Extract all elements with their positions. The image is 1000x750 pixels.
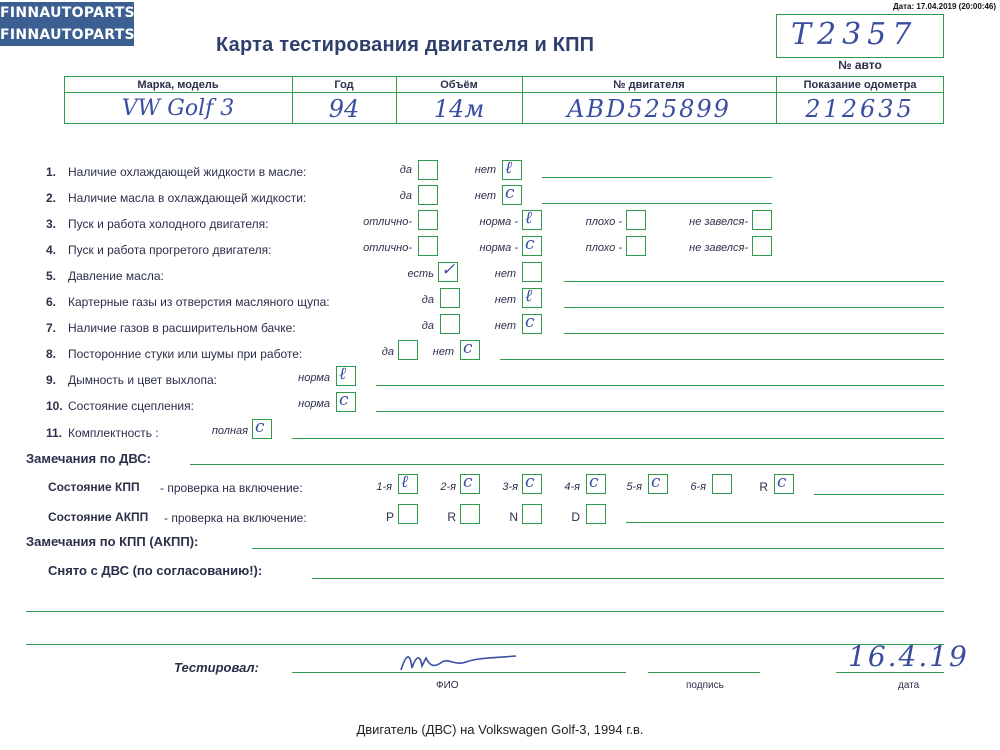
q11-text: Комплектность :: [68, 426, 159, 440]
q3-text: Пуск и работа холодного двигателя:: [68, 217, 269, 231]
col-volume: Объём: [440, 79, 478, 91]
q5-text: Давление масла:: [68, 269, 164, 283]
kpp-gear-r-label: R: [759, 480, 768, 494]
tested-by-label: Тестировал:: [174, 660, 259, 675]
kpp-gear5-checkbox[interactable]: [648, 474, 668, 494]
value-odometer: 212635: [805, 95, 915, 123]
q3-opt2-mark: ℓ: [525, 208, 533, 228]
q1-opt2-label: нет: [474, 164, 496, 176]
q3-opt1-label: отлично-: [363, 216, 412, 228]
kpp-remarks-label: Замечания по КПП (АКПП):: [26, 534, 199, 549]
q7-num: 7.: [46, 321, 57, 335]
q3-opt2-label: норма -: [479, 216, 518, 228]
q9-opt1-checkbox[interactable]: [336, 366, 356, 386]
date-label: дата: [898, 680, 920, 691]
akpp-gear-d-checkbox[interactable]: [586, 504, 606, 524]
akpp-gear-r-label: R: [447, 510, 456, 524]
q2-num: 2.: [46, 191, 57, 205]
kpp-gear5-label: 5-я: [626, 481, 642, 493]
q5-num: 5.: [46, 269, 57, 283]
q5-opt2-checkbox[interactable]: [522, 262, 542, 282]
q2-text: Наличие масла в охлаждающей жидкости:: [68, 191, 307, 205]
tester-signature-scribble: [396, 646, 526, 676]
akpp-gear-n-checkbox[interactable]: [522, 504, 542, 524]
datestamp: Дата: 17.04.2019 (20:00:46): [892, 2, 996, 11]
q3-opt4-label: не завелся-: [689, 216, 748, 228]
kpp-gear1-mark: ℓ: [401, 472, 409, 492]
q1-num: 1.: [46, 165, 57, 179]
q9-opt1-mark: ℓ: [339, 364, 347, 384]
tested-date-value: 16.4.19: [848, 640, 969, 673]
akpp-gear-n-label: N: [509, 510, 518, 524]
kpp-gear6-label: 6-я: [690, 481, 706, 493]
kpp-gear2-label: 2-я: [440, 481, 456, 493]
fio-label: ФИО: [436, 680, 459, 691]
q2-opt2-checkbox[interactable]: [502, 185, 522, 205]
q7-opt2-checkbox[interactable]: [522, 314, 542, 334]
q11-opt1-checkbox[interactable]: [252, 419, 272, 439]
q6-opt2-checkbox[interactable]: [522, 288, 542, 308]
q6-opt1-checkbox[interactable]: [440, 288, 460, 308]
q1-opt2-mark: ℓ: [505, 158, 513, 178]
engine-remarks-label: Замечания по ДВС:: [26, 451, 151, 466]
q5-opt1-mark: ✓: [441, 260, 456, 280]
q1-opt1-checkbox[interactable]: [418, 160, 438, 180]
kpp-gear-r-mark: c: [777, 472, 787, 492]
q7-opt1-checkbox[interactable]: [440, 314, 460, 334]
q3-num: 3.: [46, 217, 57, 231]
q8-opt1-label: да: [381, 346, 394, 358]
q4-opt4-checkbox[interactable]: [752, 236, 772, 256]
q9-num: 9.: [46, 373, 57, 387]
q1-text: Наличие охлаждающей жидкости в масле:: [68, 165, 307, 179]
signature-label: подпись: [686, 680, 724, 691]
value-year: 94: [328, 95, 360, 123]
q10-opt1-checkbox[interactable]: [336, 392, 356, 412]
kpp-gear2-checkbox[interactable]: [460, 474, 480, 494]
q4-opt2-checkbox[interactable]: [522, 236, 542, 256]
q10-num: 10.: [46, 399, 63, 413]
col-odometer: Показание одометра: [803, 79, 917, 91]
q10-opt1-mark: c: [339, 390, 349, 410]
q8-opt2-mark: c: [463, 338, 473, 358]
auto-number-value: T2357: [791, 17, 918, 52]
auto-number-box: [776, 14, 944, 58]
value-make-model: VW Golf 3: [121, 96, 235, 121]
akpp-subtitle: - проверка на включение:: [164, 511, 307, 525]
q4-opt2-label: норма -: [479, 242, 518, 254]
kpp-gear4-checkbox[interactable]: [586, 474, 606, 494]
q2-opt1-checkbox[interactable]: [418, 185, 438, 205]
q4-num: 4.: [46, 243, 57, 257]
q1-opt1-label: да: [399, 164, 412, 176]
q6-text: Картерные газы из отверстия масляного щупа:: [68, 295, 330, 309]
q6-num: 6.: [46, 295, 57, 309]
q2-opt2-mark: c: [505, 183, 515, 203]
q5-opt1-checkbox[interactable]: [438, 262, 458, 282]
kpp-gear1-label: 1-я: [376, 481, 392, 493]
kpp-gear3-label: 3-я: [502, 481, 518, 493]
q3-opt1-checkbox[interactable]: [418, 210, 438, 230]
akpp-title: Состояние АКПП: [48, 510, 149, 524]
q4-opt4-label: не завелся-: [689, 242, 748, 254]
q11-num: 11.: [46, 426, 63, 440]
q8-opt2-label: нет: [432, 346, 454, 358]
kpp-gear4-label: 4-я: [564, 481, 580, 493]
q4-opt3-label: плохо -: [585, 242, 622, 254]
kpp-title: Состояние КПП: [48, 480, 140, 494]
kpp-gear3-checkbox[interactable]: [522, 474, 542, 494]
q8-opt2-checkbox[interactable]: [460, 340, 480, 360]
q8-num: 8.: [46, 347, 57, 361]
q1-opt2-checkbox[interactable]: [502, 160, 522, 180]
col-engine-number: № двигателя: [613, 79, 685, 91]
q2-opt1-label: да: [399, 190, 412, 202]
value-volume: 14м: [433, 95, 485, 123]
akpp-gear-p-checkbox[interactable]: [398, 504, 418, 524]
akpp-gear-p-label: P: [385, 510, 394, 524]
akpp-gear-r-checkbox[interactable]: [460, 504, 480, 524]
logo-finnautoparts: FINNAUTOPARTS: [0, 2, 134, 24]
q4-opt2-mark: c: [525, 234, 535, 254]
q6-opt1-label: да: [421, 294, 434, 306]
q10-text: Состояние сцепления:: [68, 399, 194, 413]
q6-opt2-mark: ℓ: [525, 286, 533, 306]
value-engine-number: ABD525899: [567, 95, 731, 123]
col-year: Год: [334, 79, 354, 91]
kpp-subtitle: - проверка на включение:: [160, 481, 303, 495]
q4-text: Пуск и работа прогретого двигателя:: [68, 243, 272, 257]
kpp-gear-r-checkbox[interactable]: [774, 474, 794, 494]
kpp-gear2-mark: c: [463, 472, 473, 492]
kpp-gear3-mark: c: [525, 472, 535, 492]
akpp-gear-d-label: D: [571, 510, 580, 524]
q4-opt1-label: отлично-: [363, 242, 412, 254]
q9-opt1-label: норма: [298, 372, 330, 384]
q3-opt2-checkbox[interactable]: [522, 210, 542, 230]
q11-opt1-label: полная: [211, 425, 248, 437]
kpp-gear6-checkbox[interactable]: [712, 474, 732, 494]
q6-opt2-label: нет: [494, 294, 516, 306]
kpp-gear5-mark: c: [651, 472, 661, 492]
image-caption: Двигатель (ДВС) на Volkswagen Golf-3, 1994 г.в.: [356, 722, 644, 737]
q8-text: Посторонние стуки или шумы при работе:: [68, 347, 303, 361]
col-make-model: Марка, модель: [137, 79, 219, 91]
logo-finnautoparts-2: FINNAUTOPARTS: [0, 24, 134, 46]
q4-opt3-checkbox[interactable]: [626, 236, 646, 256]
auto-number-label: № авто: [838, 58, 882, 72]
q2-opt2-label: нет: [474, 190, 496, 202]
q3-opt3-checkbox[interactable]: [626, 210, 646, 230]
q3-opt4-checkbox[interactable]: [752, 210, 772, 230]
q10-opt1-label: норма: [298, 398, 330, 410]
kpp-gear4-mark: c: [589, 472, 599, 492]
q7-opt2-label: нет: [494, 320, 516, 332]
q4-opt1-checkbox[interactable]: [418, 236, 438, 256]
q7-opt1-label: да: [421, 320, 434, 332]
q7-opt2-mark: c: [525, 312, 535, 332]
kpp-gear1-checkbox[interactable]: [398, 474, 418, 494]
q9-text: Дымность и цвет выхлопа:: [68, 373, 217, 387]
q3-opt3-label: плохо -: [585, 216, 622, 228]
q5-opt1-label: есть: [407, 268, 434, 280]
removed-label: Снято с ДВС (по согласованию!):: [48, 563, 263, 578]
q5-opt2-label: нет: [494, 268, 516, 280]
q11-opt1-mark: c: [255, 417, 265, 437]
page-title: Карта тестирования двигателя и КПП: [216, 34, 595, 56]
q7-text: Наличие газов в расширительном бачке:: [68, 321, 296, 335]
